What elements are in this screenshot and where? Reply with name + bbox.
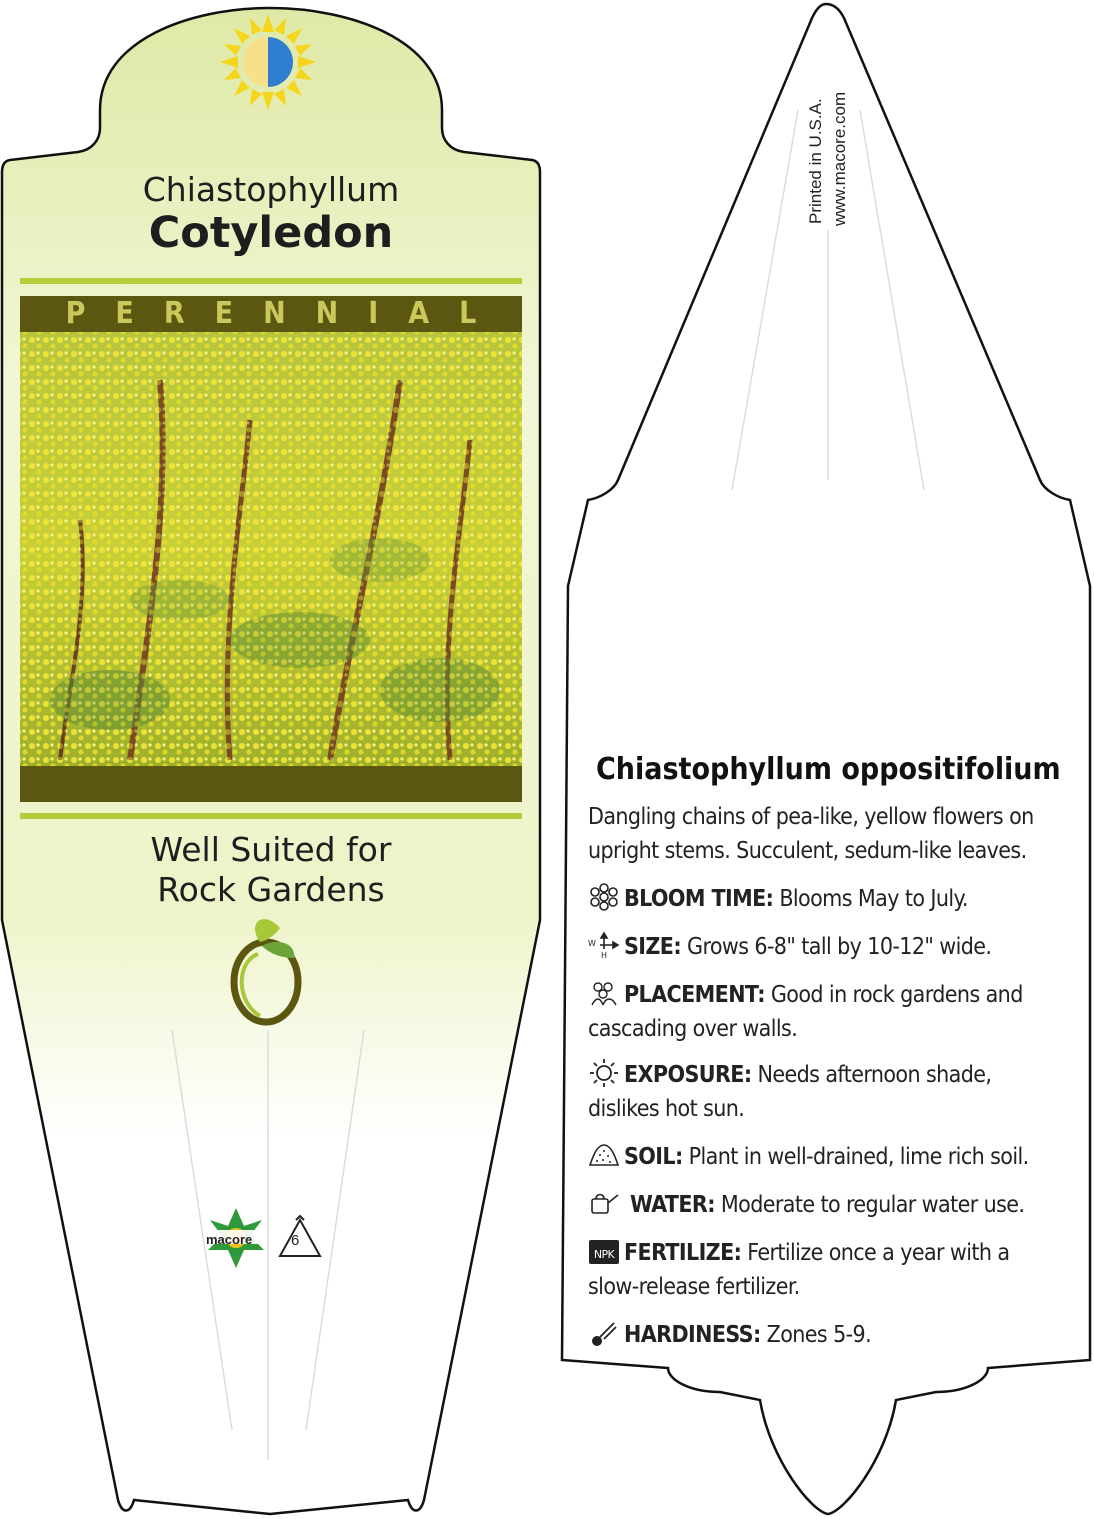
flower-icon	[588, 883, 620, 911]
spec-label: SOIL:	[624, 1144, 683, 1170]
soil-pile-icon	[588, 1141, 620, 1169]
plant-photo	[20, 332, 522, 766]
printed-in: Printed in U.S.A.	[806, 98, 825, 224]
description: Dangling chains of pea-like, yellow flowers on upright stems. Succulent, sedum-like leaves.	[588, 804, 1034, 864]
spec-value: Fertilize once a year with a slow-release fertilizer.	[588, 1240, 1010, 1300]
spec-label: FERTILIZE:	[624, 1240, 742, 1266]
spec-soil	[588, 1140, 1044, 1174]
tagline	[20, 830, 522, 910]
spec-bloom-time	[588, 882, 1044, 916]
size-h-letter: H	[601, 951, 607, 959]
spec-hardiness	[588, 1318, 1044, 1352]
tagline-line-2: Rock Gardens	[157, 870, 385, 909]
spec-fertilize	[588, 1236, 1044, 1304]
tagline-line-1: Well Suited for	[150, 830, 392, 869]
common-name: Chiastophyllum	[142, 170, 400, 209]
spec-placement	[588, 978, 1044, 1046]
spec-label: PLACEMENT:	[624, 982, 765, 1008]
spec-label: BLOOM TIME:	[624, 886, 774, 912]
spec-label: EXPOSURE:	[624, 1062, 752, 1088]
size-arrows-icon	[588, 931, 620, 959]
npk-fertilizer-icon	[588, 1237, 620, 1265]
spec-value: Needs afternoon shade, dislikes hot sun.	[588, 1062, 992, 1122]
category-label: PERENNIAL	[65, 296, 507, 331]
spec-water	[588, 1188, 1044, 1222]
spec-value: Moderate to regular water use.	[720, 1192, 1025, 1218]
placement-flowers-icon	[588, 979, 620, 1007]
spec-label: SIZE:	[624, 934, 682, 960]
spec-value: Grows 6-8" tall by 10-12" wide.	[687, 934, 992, 960]
spec-value: Plant in well-drained, lime rich soil.	[688, 1144, 1029, 1170]
spec-value: Blooms May to July.	[779, 886, 968, 912]
thermometer-icon	[588, 1319, 620, 1347]
recycle-number: 6	[291, 1232, 300, 1249]
cultivar-name: Cotyledon	[148, 208, 394, 258]
spec-exposure	[588, 1058, 1044, 1126]
website: www.macore.com	[830, 91, 849, 226]
spec-size	[588, 930, 1044, 964]
watering-can-icon	[588, 1189, 620, 1217]
npk-text: NPK	[593, 1248, 615, 1261]
spec-value: Good in rock gardens and cascading over walls.	[588, 982, 1023, 1042]
part-sun-icon	[220, 14, 316, 110]
sun-exposure-icon	[588, 1059, 620, 1087]
spec-value: Zones 5-9.	[766, 1322, 872, 1348]
spec-label: HARDINESS:	[624, 1322, 761, 1348]
spec-label: WATER:	[629, 1192, 715, 1218]
size-w-letter: W	[588, 939, 596, 948]
botanical-name: Chiastophyllum oppositifolium	[596, 752, 1061, 787]
brand-name: macore	[206, 1232, 253, 1247]
